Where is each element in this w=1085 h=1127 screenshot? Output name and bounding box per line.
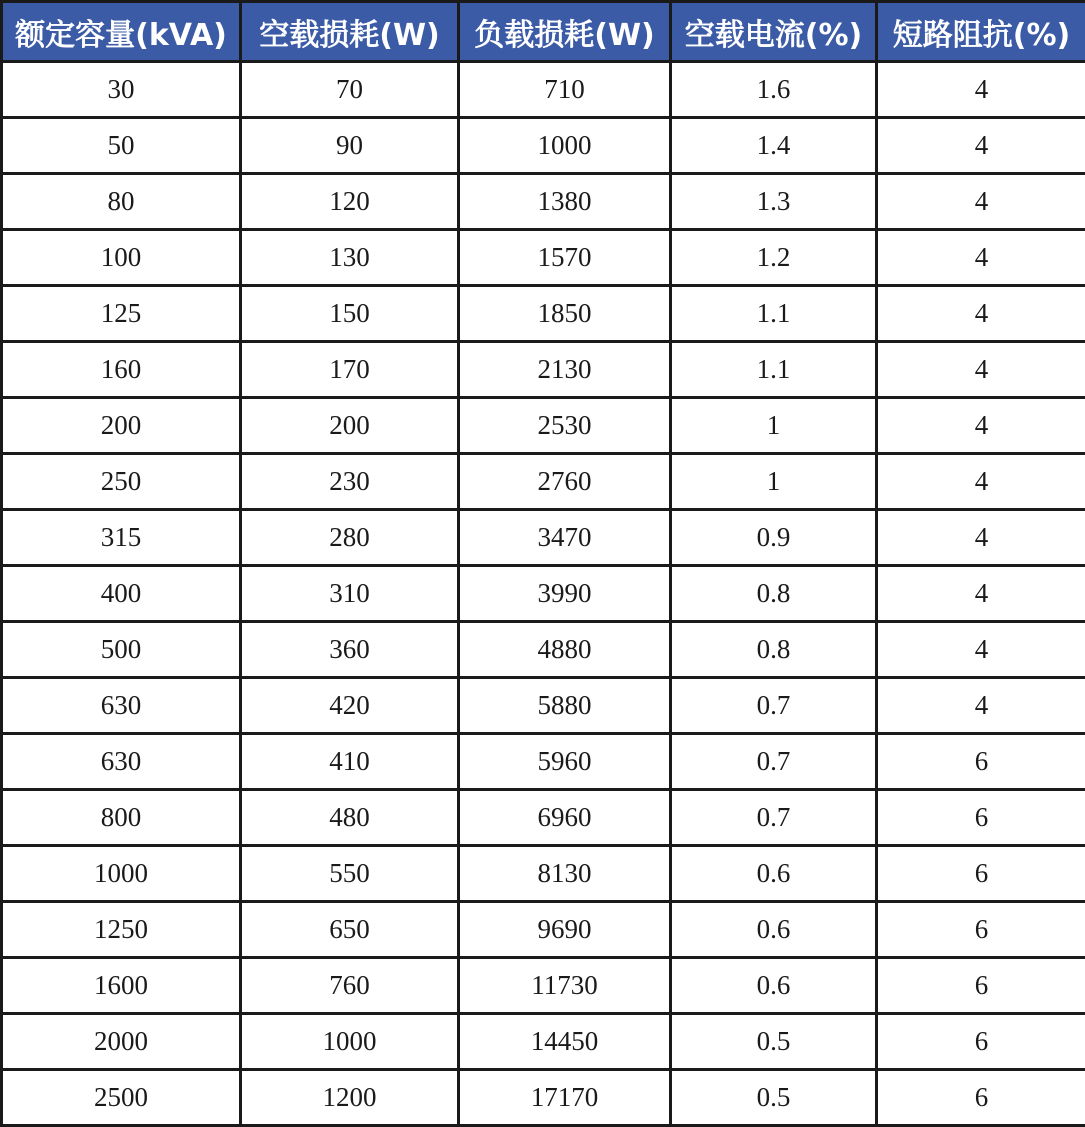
table-row	[2, 286, 1085, 342]
cell-no-load-loss: 360	[241, 622, 459, 678]
cell-no-load-loss: 480	[241, 790, 459, 846]
table-row	[2, 510, 1085, 566]
cell-short-circuit-impedance: 4	[877, 622, 1085, 678]
cell-rated-capacity: 630	[2, 678, 241, 734]
cell-rated-capacity: 30	[2, 62, 241, 118]
cell-no-load-current: 0.7	[671, 678, 877, 734]
cell-load-loss: 9690	[459, 902, 671, 958]
cell-rated-capacity: 80	[2, 174, 241, 230]
cell-load-loss: 4880	[459, 622, 671, 678]
cell-short-circuit-impedance: 6	[877, 958, 1085, 1014]
table-row	[2, 454, 1085, 510]
table-row	[2, 342, 1085, 398]
cell-load-loss: 5960	[459, 734, 671, 790]
header-load-loss: 负载损耗(W)	[459, 2, 671, 62]
cell-no-load-loss: 420	[241, 678, 459, 734]
cell-rated-capacity: 800	[2, 790, 241, 846]
cell-no-load-loss: 650	[241, 902, 459, 958]
cell-no-load-loss: 310	[241, 566, 459, 622]
table-row	[2, 734, 1085, 790]
cell-no-load-current: 0.7	[671, 790, 877, 846]
cell-rated-capacity: 160	[2, 342, 241, 398]
cell-short-circuit-impedance: 6	[877, 846, 1085, 902]
cell-no-load-loss: 90	[241, 118, 459, 174]
cell-load-loss: 14450	[459, 1014, 671, 1070]
cell-load-loss: 3470	[459, 510, 671, 566]
table-body	[2, 62, 1085, 1126]
cell-short-circuit-impedance: 4	[877, 118, 1085, 174]
cell-load-loss: 17170	[459, 1070, 671, 1126]
table-row	[2, 678, 1085, 734]
header-no-load-loss: 空载损耗(W)	[241, 2, 459, 62]
cell-rated-capacity: 1250	[2, 902, 241, 958]
cell-short-circuit-impedance: 4	[877, 342, 1085, 398]
table-row	[2, 902, 1085, 958]
cell-no-load-current: 0.7	[671, 734, 877, 790]
cell-load-loss: 5880	[459, 678, 671, 734]
cell-no-load-current: 0.5	[671, 1070, 877, 1126]
cell-short-circuit-impedance: 6	[877, 734, 1085, 790]
cell-no-load-current: 0.8	[671, 566, 877, 622]
table-row	[2, 230, 1085, 286]
cell-no-load-current: 0.6	[671, 846, 877, 902]
cell-rated-capacity: 1000	[2, 846, 241, 902]
table-row	[2, 1014, 1085, 1070]
cell-short-circuit-impedance: 4	[877, 286, 1085, 342]
header-short-circuit-impedance: 短路阻抗(%)	[877, 2, 1085, 62]
cell-rated-capacity: 125	[2, 286, 241, 342]
cell-no-load-current: 0.8	[671, 622, 877, 678]
cell-rated-capacity: 50	[2, 118, 241, 174]
cell-short-circuit-impedance: 6	[877, 1070, 1085, 1126]
cell-load-loss: 8130	[459, 846, 671, 902]
cell-short-circuit-impedance: 4	[877, 62, 1085, 118]
cell-load-loss: 1000	[459, 118, 671, 174]
cell-rated-capacity: 400	[2, 566, 241, 622]
cell-no-load-current: 1.3	[671, 174, 877, 230]
cell-no-load-current: 1.6	[671, 62, 877, 118]
table-row	[2, 846, 1085, 902]
cell-load-loss: 1850	[459, 286, 671, 342]
cell-load-loss: 710	[459, 62, 671, 118]
table-row	[2, 174, 1085, 230]
cell-no-load-loss: 760	[241, 958, 459, 1014]
table-row	[2, 790, 1085, 846]
cell-no-load-loss: 120	[241, 174, 459, 230]
cell-no-load-loss: 230	[241, 454, 459, 510]
cell-no-load-loss: 130	[241, 230, 459, 286]
cell-no-load-loss: 1000	[241, 1014, 459, 1070]
cell-rated-capacity: 1600	[2, 958, 241, 1014]
cell-rated-capacity: 250	[2, 454, 241, 510]
cell-no-load-loss: 170	[241, 342, 459, 398]
table-row	[2, 566, 1085, 622]
cell-short-circuit-impedance: 6	[877, 902, 1085, 958]
cell-no-load-loss: 410	[241, 734, 459, 790]
table-header	[2, 2, 1085, 62]
cell-no-load-loss: 550	[241, 846, 459, 902]
table-row	[2, 62, 1085, 118]
header-no-load-current: 空载电流(%)	[671, 2, 877, 62]
cell-load-loss: 1380	[459, 174, 671, 230]
cell-short-circuit-impedance: 4	[877, 174, 1085, 230]
cell-short-circuit-impedance: 4	[877, 566, 1085, 622]
header-row	[2, 2, 1085, 62]
cell-load-loss: 3990	[459, 566, 671, 622]
cell-no-load-current: 0.5	[671, 1014, 877, 1070]
cell-rated-capacity: 2500	[2, 1070, 241, 1126]
cell-load-loss: 6960	[459, 790, 671, 846]
cell-no-load-current: 0.9	[671, 510, 877, 566]
cell-rated-capacity: 500	[2, 622, 241, 678]
cell-short-circuit-impedance: 6	[877, 790, 1085, 846]
cell-short-circuit-impedance: 6	[877, 1014, 1085, 1070]
cell-no-load-current: 0.6	[671, 902, 877, 958]
cell-load-loss: 2130	[459, 342, 671, 398]
cell-no-load-current: 1.1	[671, 286, 877, 342]
cell-no-load-loss: 200	[241, 398, 459, 454]
cell-short-circuit-impedance: 4	[877, 454, 1085, 510]
cell-rated-capacity: 100	[2, 230, 241, 286]
cell-no-load-loss: 280	[241, 510, 459, 566]
cell-short-circuit-impedance: 4	[877, 230, 1085, 286]
table-row	[2, 622, 1085, 678]
cell-short-circuit-impedance: 4	[877, 678, 1085, 734]
cell-no-load-current: 0.6	[671, 958, 877, 1014]
cell-rated-capacity: 630	[2, 734, 241, 790]
cell-rated-capacity: 2000	[2, 1014, 241, 1070]
cell-no-load-current: 1.4	[671, 118, 877, 174]
table-row	[2, 118, 1085, 174]
cell-no-load-loss: 1200	[241, 1070, 459, 1126]
table-row	[2, 958, 1085, 1014]
cell-load-loss: 2530	[459, 398, 671, 454]
cell-no-load-loss: 150	[241, 286, 459, 342]
cell-short-circuit-impedance: 4	[877, 398, 1085, 454]
cell-rated-capacity: 200	[2, 398, 241, 454]
cell-no-load-current: 1	[671, 454, 877, 510]
cell-load-loss: 11730	[459, 958, 671, 1014]
cell-rated-capacity: 315	[2, 510, 241, 566]
cell-load-loss: 1570	[459, 230, 671, 286]
table-row	[2, 1070, 1085, 1126]
cell-no-load-current: 1.1	[671, 342, 877, 398]
cell-short-circuit-impedance: 4	[877, 510, 1085, 566]
cell-no-load-loss: 70	[241, 62, 459, 118]
header-rated-capacity: 额定容量(kVA)	[2, 2, 241, 62]
cell-load-loss: 2760	[459, 454, 671, 510]
cell-no-load-current: 1.2	[671, 230, 877, 286]
cell-no-load-current: 1	[671, 398, 877, 454]
table-row	[2, 398, 1085, 454]
